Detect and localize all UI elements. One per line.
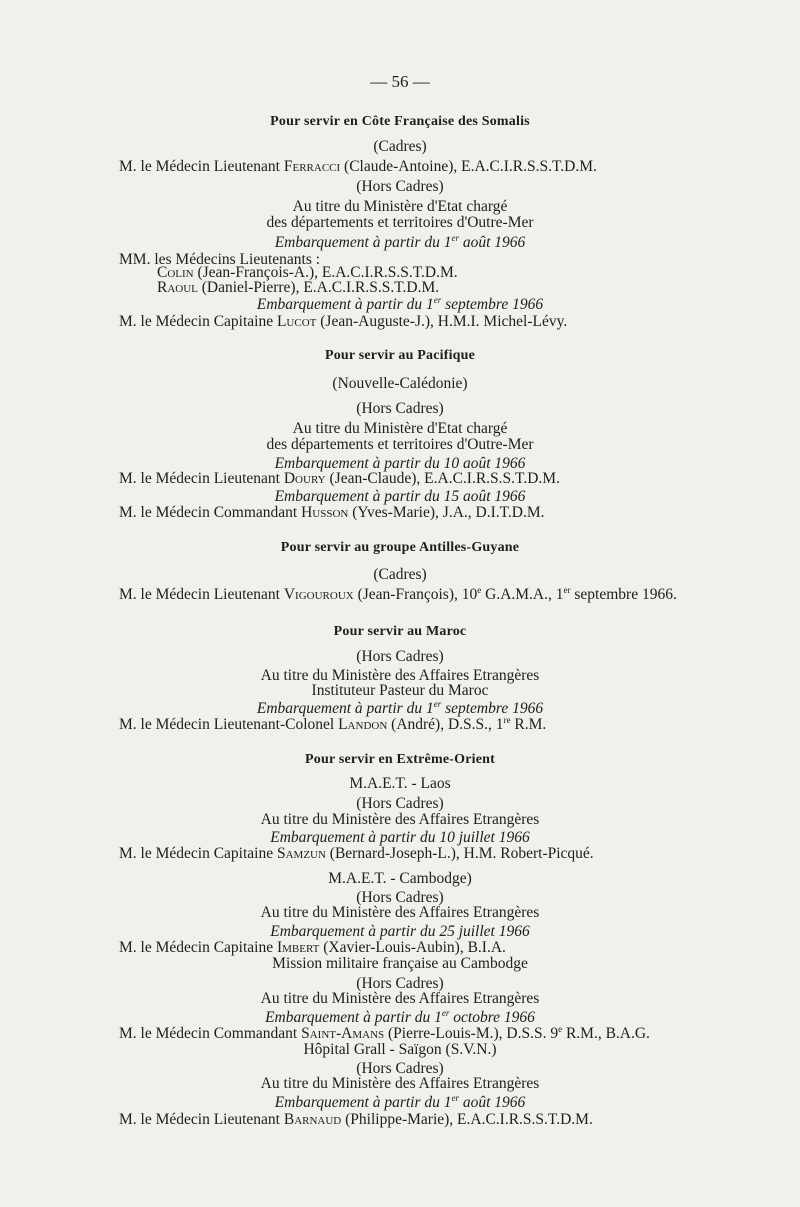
embarquement-line: Embarquement à partir du 25 juillet 1966 xyxy=(270,923,530,940)
cadres-label: (Cadres) xyxy=(373,138,427,155)
embarquement-line: Embarquement à partir du 1er août 1966 xyxy=(274,1093,526,1111)
cadres-label: (Cadres) xyxy=(373,566,427,583)
hors-cadres-label: (Hors Cadres) xyxy=(356,178,444,195)
titre-line: Au titre du Ministère des Affaires Etrangères xyxy=(260,811,540,828)
titre-line: des départements et territoires d'Outre-Mer xyxy=(266,436,534,453)
section-heading-maroc: Pour servir au Maroc xyxy=(333,624,467,639)
entry-ferracci: M. le Médecin Lieutenant Ferracci (Claude-Antoine), E.A.C.I.R.S.S.T.D.M. xyxy=(119,158,597,175)
section-heading-somalis: Pour servir en Côte Française des Somalis xyxy=(270,114,530,129)
hors-cadres-label: (Hors Cadres) xyxy=(356,889,444,906)
entry-imbert: M. le Médecin Capitaine Imbert (Xavier-Louis-Aubin), B.I.A. xyxy=(119,939,506,956)
subheading-nouvelle-caledonie: (Nouvelle-Calédonie) xyxy=(332,375,468,392)
titre-line: Au titre du Ministère des Affaires Etrangères xyxy=(260,1075,540,1092)
entry-doury: M. le Médecin Lieutenant Doury (Jean-Claude), E.A.C.I.R.S.S.T.D.M. xyxy=(119,470,560,487)
titre-line: Au titre du Ministère des Affaires Etrangères xyxy=(260,667,540,684)
entry-barnaud: M. le Médecin Lieutenant Barnaud (Philippe-Marie), E.A.C.I.R.S.S.T.D.M. xyxy=(119,1111,593,1128)
embarquement-line: Embarquement à partir du 1er septembre 1966 xyxy=(256,699,544,717)
titre-line: Au titre du Ministère d'Etat chargé xyxy=(292,198,508,215)
entry-lucot: M. le Médecin Capitaine Lucot (Jean-Auguste-J.), H.M.I. Michel-Lévy. xyxy=(119,313,568,330)
entry-landon: M. le Médecin Lieutenant-Colonel Landon (André), D.S.S., 1re R.M. xyxy=(119,715,547,733)
section-heading-pacifique: Pour servir au Pacifique xyxy=(324,348,476,363)
maet-laos-label: M.A.E.T. - Laos xyxy=(349,775,451,792)
embarquement-line: Embarquement à partir du 1er septembre 1966 xyxy=(256,295,544,313)
embarquement-line: Embarquement à partir du 1er octobre 1966 xyxy=(265,1008,535,1026)
entry-samzun: M. le Médecin Capitaine Samzun (Bernard-Joseph-L.), H.M. Robert-Picqué. xyxy=(119,845,594,862)
entry-saint-amans: M. le Médecin Commandant Saint-Amans (Pierre-Louis-M.), D.S.S. 9e R.M., B.A.G. xyxy=(119,1024,650,1042)
embarquement-line: Embarquement à partir du 1er août 1966 xyxy=(274,233,526,251)
embarquement-line: Embarquement à partir du 10 août 1966 xyxy=(274,455,526,472)
entry-raoul: Raoul (Daniel-Pierre), E.A.C.I.R.S.S.T.D.M. xyxy=(157,279,440,296)
page-number: — 56 — xyxy=(370,72,430,91)
titre-line: Instituteur Pasteur du Maroc xyxy=(311,682,489,699)
hors-cadres-label: (Hors Cadres) xyxy=(356,975,444,992)
entry-husson: M. le Médecin Commandant Husson (Yves-Marie), J.A., D.I.T.D.M. xyxy=(119,504,545,521)
embarquement-line: Embarquement à partir du 10 juillet 1966 xyxy=(270,829,530,846)
entry-colin: Colin (Jean-François-A.), E.A.C.I.R.S.S.T.D.M. xyxy=(157,264,458,281)
mission-cambodge-line: Mission militaire française au Cambodge xyxy=(272,955,528,972)
maet-cambodge-label: M.A.E.T. - Cambodge) xyxy=(328,870,472,887)
section-heading-antilles-guyane: Pour servir au groupe Antilles-Guyane xyxy=(280,540,520,555)
embarquement-line: Embarquement à partir du 15 août 1966 xyxy=(274,488,526,505)
titre-line: Au titre du Ministère des Affaires Etrangères xyxy=(260,990,540,1007)
hors-cadres-label: (Hors Cadres) xyxy=(356,400,444,417)
hors-cadres-label: (Hors Cadres) xyxy=(356,1060,444,1077)
hors-cadres-label: (Hors Cadres) xyxy=(356,648,444,665)
hopital-grall-line: Hôpital Grall - Saïgon (S.V.N.) xyxy=(303,1041,497,1058)
hors-cadres-label: (Hors Cadres) xyxy=(356,795,444,812)
titre-line: Au titre du Ministère des Affaires Etrangères xyxy=(260,904,540,921)
mm-lieutenants-line: MM. les Médecins Lieutenants : xyxy=(119,251,321,268)
titre-line: des départements et territoires d'Outre-Mer xyxy=(266,214,534,231)
section-heading-extreme-orient: Pour servir en Extrême-Orient xyxy=(305,752,495,767)
entry-vigouroux: M. le Médecin Lieutenant Vigouroux (Jean-François), 10e G.A.M.A., 1er septembre 1966. xyxy=(119,585,677,603)
titre-line: Au titre du Ministère d'Etat chargé xyxy=(292,420,508,437)
